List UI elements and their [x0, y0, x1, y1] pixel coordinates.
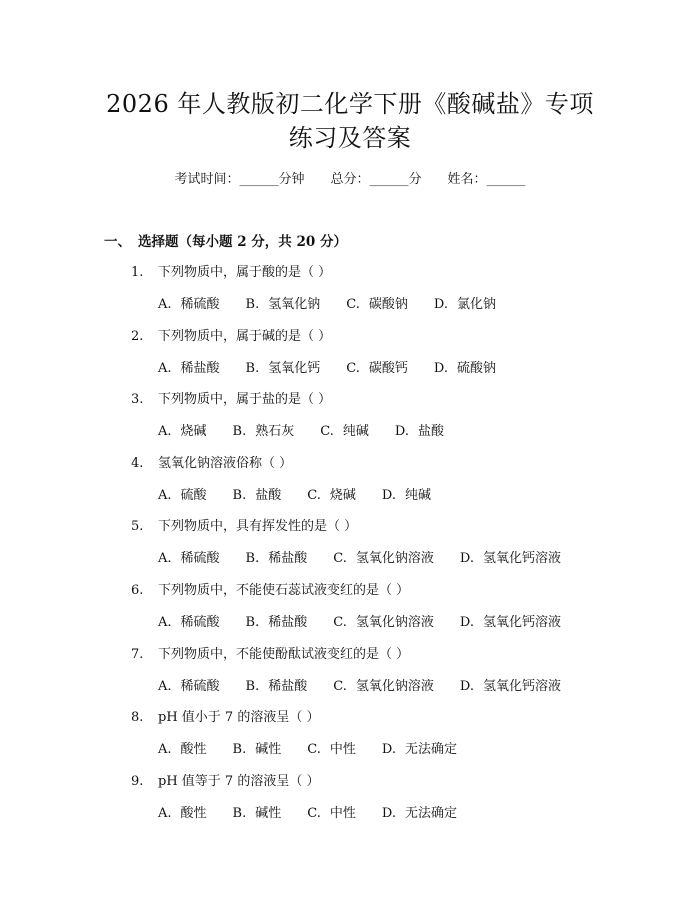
option-letter: B.	[245, 678, 260, 694]
question-stem	[131, 579, 409, 598]
option-text: 酸性	[180, 742, 207, 758]
question-stem	[131, 643, 409, 662]
answer-option	[434, 293, 496, 312]
option-text: 中性	[329, 742, 356, 758]
option-letter: D.	[433, 360, 448, 376]
answer-option	[333, 547, 434, 566]
option-text: 稀硫酸	[180, 551, 220, 567]
option-letter: B.	[245, 551, 260, 567]
option-text: 稀盐酸	[268, 615, 308, 630]
answer-option	[395, 420, 444, 439]
question-number: 9.	[131, 773, 144, 789]
question-number: 2.	[131, 328, 144, 344]
option-letter: C.	[333, 615, 347, 630]
option-text: 硫酸	[180, 487, 207, 503]
option-text: 氢氧化钙溶液	[482, 551, 561, 567]
option-letter: C.	[320, 424, 334, 440]
question-stem	[131, 770, 319, 789]
option-letter: C.	[307, 805, 321, 821]
option-text: 氢氧化钠溶液	[355, 551, 434, 567]
option-letter: C.	[333, 551, 347, 567]
option-letter: D.	[459, 615, 474, 630]
option-text: 碱性	[255, 805, 282, 821]
option-letter: A.	[158, 805, 172, 821]
option-letter: A.	[158, 742, 172, 758]
answer-option	[320, 420, 369, 439]
option-text: 氢氧化钠溶液	[355, 615, 434, 630]
answer-option	[333, 611, 434, 630]
option-text: 纯碱	[404, 487, 431, 503]
answer-options	[158, 293, 522, 312]
option-letter: A.	[158, 487, 172, 503]
question-number: 1.	[131, 265, 144, 280]
question-number: 4.	[131, 455, 144, 471]
option-letter: D.	[381, 805, 396, 821]
answer-option	[460, 547, 561, 566]
answer-option	[233, 420, 295, 439]
answer-option	[158, 802, 207, 821]
answer-option	[307, 738, 356, 757]
answer-option	[460, 675, 561, 694]
option-letter: B.	[232, 424, 247, 440]
document-title-line-2: 练习及答案	[288, 124, 412, 152]
answer-option	[246, 547, 308, 566]
option-text: 熟石灰	[255, 424, 295, 440]
option-text: 稀硫酸	[180, 615, 220, 630]
answer-option	[382, 738, 457, 757]
option-letter: A.	[158, 297, 172, 312]
option-letter: D.	[394, 424, 409, 440]
option-letter: A.	[158, 615, 172, 630]
answer-option	[246, 611, 308, 630]
option-text: 无法确定	[404, 805, 457, 821]
answer-options	[158, 484, 457, 503]
question-number: 8.	[131, 710, 144, 726]
answer-option	[346, 293, 408, 312]
question-text: 下列物质中，属于碱的是（ ）	[158, 328, 332, 344]
answer-option	[434, 357, 496, 376]
option-text: 盐酸	[255, 487, 282, 503]
option-letter: B.	[232, 487, 247, 503]
question-text: 氢氧化钠溶液俗称（ ）	[158, 455, 293, 471]
question-stem	[131, 388, 331, 407]
answer-option	[460, 611, 561, 630]
question-text: 下列物质中，不能使酚酞试液变红的是（ ）	[158, 646, 410, 662]
answer-option	[333, 675, 434, 694]
option-letter: C.	[333, 678, 347, 694]
total-score-field: 总分：______分	[330, 172, 422, 187]
answer-option	[382, 484, 431, 503]
option-text: 氯化钠	[456, 297, 496, 312]
question-stem	[131, 515, 357, 534]
option-text: 硫酸钠	[456, 360, 496, 376]
option-letter: D.	[459, 551, 474, 567]
option-letter: C.	[307, 487, 321, 503]
document-title-line-1: 2026 年人教版初二化学下册《酸碱盐》专项	[106, 90, 594, 118]
option-letter: A.	[158, 678, 172, 694]
answer-option	[246, 675, 308, 694]
option-text: 碳酸钙	[368, 360, 408, 376]
option-text: 稀盐酸	[268, 551, 308, 567]
option-letter: C.	[346, 360, 360, 376]
option-letter: D.	[433, 297, 448, 312]
question-text: pH 值等于 7 的溶液呈（ ）	[158, 773, 320, 789]
option-letter: B.	[245, 615, 260, 630]
question-number: 6.	[131, 583, 144, 598]
exam-info-line	[0, 168, 700, 187]
answer-option	[246, 293, 321, 312]
option-text: 稀盐酸	[180, 360, 220, 376]
question-stem	[131, 261, 331, 280]
question-text: 下列物质中，不能使石蕊试液变红的是（ ）	[158, 583, 410, 598]
question-text: 下列物质中，属于盐的是（ ）	[158, 392, 332, 408]
option-text: 稀盐酸	[268, 678, 308, 694]
section-heading	[104, 230, 347, 250]
option-letter: A.	[158, 424, 172, 440]
option-text: 烧碱	[180, 424, 207, 440]
answer-option	[158, 675, 220, 694]
answer-options	[158, 738, 483, 757]
question-number: 3.	[131, 392, 144, 408]
answer-option	[307, 484, 356, 503]
option-text: 烧碱	[329, 487, 356, 503]
question-stem	[131, 706, 319, 725]
option-letter: B.	[232, 805, 247, 821]
answer-options	[158, 611, 587, 630]
option-text: 氢氧化钠溶液	[355, 678, 434, 694]
question-stem	[131, 325, 331, 344]
question-text: 下列物质中，具有挥发性的是（ ）	[158, 519, 358, 535]
question-stem	[131, 452, 292, 471]
option-text: 氢氧化钙溶液	[482, 678, 561, 694]
exam-time-field: 考试时间：______分钟	[174, 172, 305, 187]
option-letter: D.	[381, 742, 396, 758]
student-name-field: 姓名：______	[447, 172, 526, 187]
option-text: 氢氧化钠	[268, 297, 321, 312]
option-letter: B.	[245, 360, 260, 376]
answer-option	[158, 293, 220, 312]
answer-option	[233, 484, 282, 503]
option-text: 碱性	[255, 742, 282, 758]
option-letter: B.	[232, 742, 247, 758]
answer-option	[233, 738, 282, 757]
answer-option	[158, 484, 207, 503]
answer-options	[158, 420, 470, 439]
answer-option	[158, 611, 220, 630]
option-text: 氢氧化钙	[268, 360, 321, 376]
option-letter: A.	[158, 360, 172, 376]
option-text: 碳酸钠	[368, 297, 408, 312]
option-letter: C.	[346, 297, 360, 312]
option-letter: D.	[459, 678, 474, 694]
answer-option	[158, 738, 207, 757]
answer-option	[158, 547, 220, 566]
option-text: 中性	[329, 805, 356, 821]
answer-option	[382, 802, 457, 821]
answer-option	[346, 357, 408, 376]
answer-option	[307, 802, 356, 821]
answer-options	[158, 357, 522, 376]
option-text: 酸性	[180, 805, 207, 821]
option-letter: C.	[307, 742, 321, 758]
answer-options	[158, 675, 587, 694]
question-number: 5.	[131, 519, 144, 535]
answer-options	[158, 802, 483, 821]
section-number: 一、	[104, 234, 131, 250]
option-text: 纯碱	[342, 424, 369, 440]
option-text: 盐酸	[417, 424, 444, 440]
option-letter: B.	[245, 297, 260, 312]
answer-options	[158, 547, 587, 566]
answer-option	[158, 420, 207, 439]
option-text: 稀硫酸	[180, 297, 220, 312]
option-text: 稀硫酸	[180, 678, 220, 694]
question-text: pH 值小于 7 的溶液呈（ ）	[158, 710, 320, 726]
answer-option	[158, 357, 220, 376]
option-text: 无法确定	[404, 742, 457, 758]
question-number: 7.	[131, 646, 144, 662]
question-text: 下列物质中，属于酸的是（ ）	[158, 265, 332, 280]
section-title: 选择题（每小题 2 分，共 20 分）	[138, 234, 347, 250]
option-text: 氢氧化钙溶液	[482, 615, 561, 630]
answer-option	[246, 357, 321, 376]
option-letter: A.	[158, 551, 172, 567]
option-letter: D.	[381, 487, 396, 503]
answer-option	[233, 802, 282, 821]
